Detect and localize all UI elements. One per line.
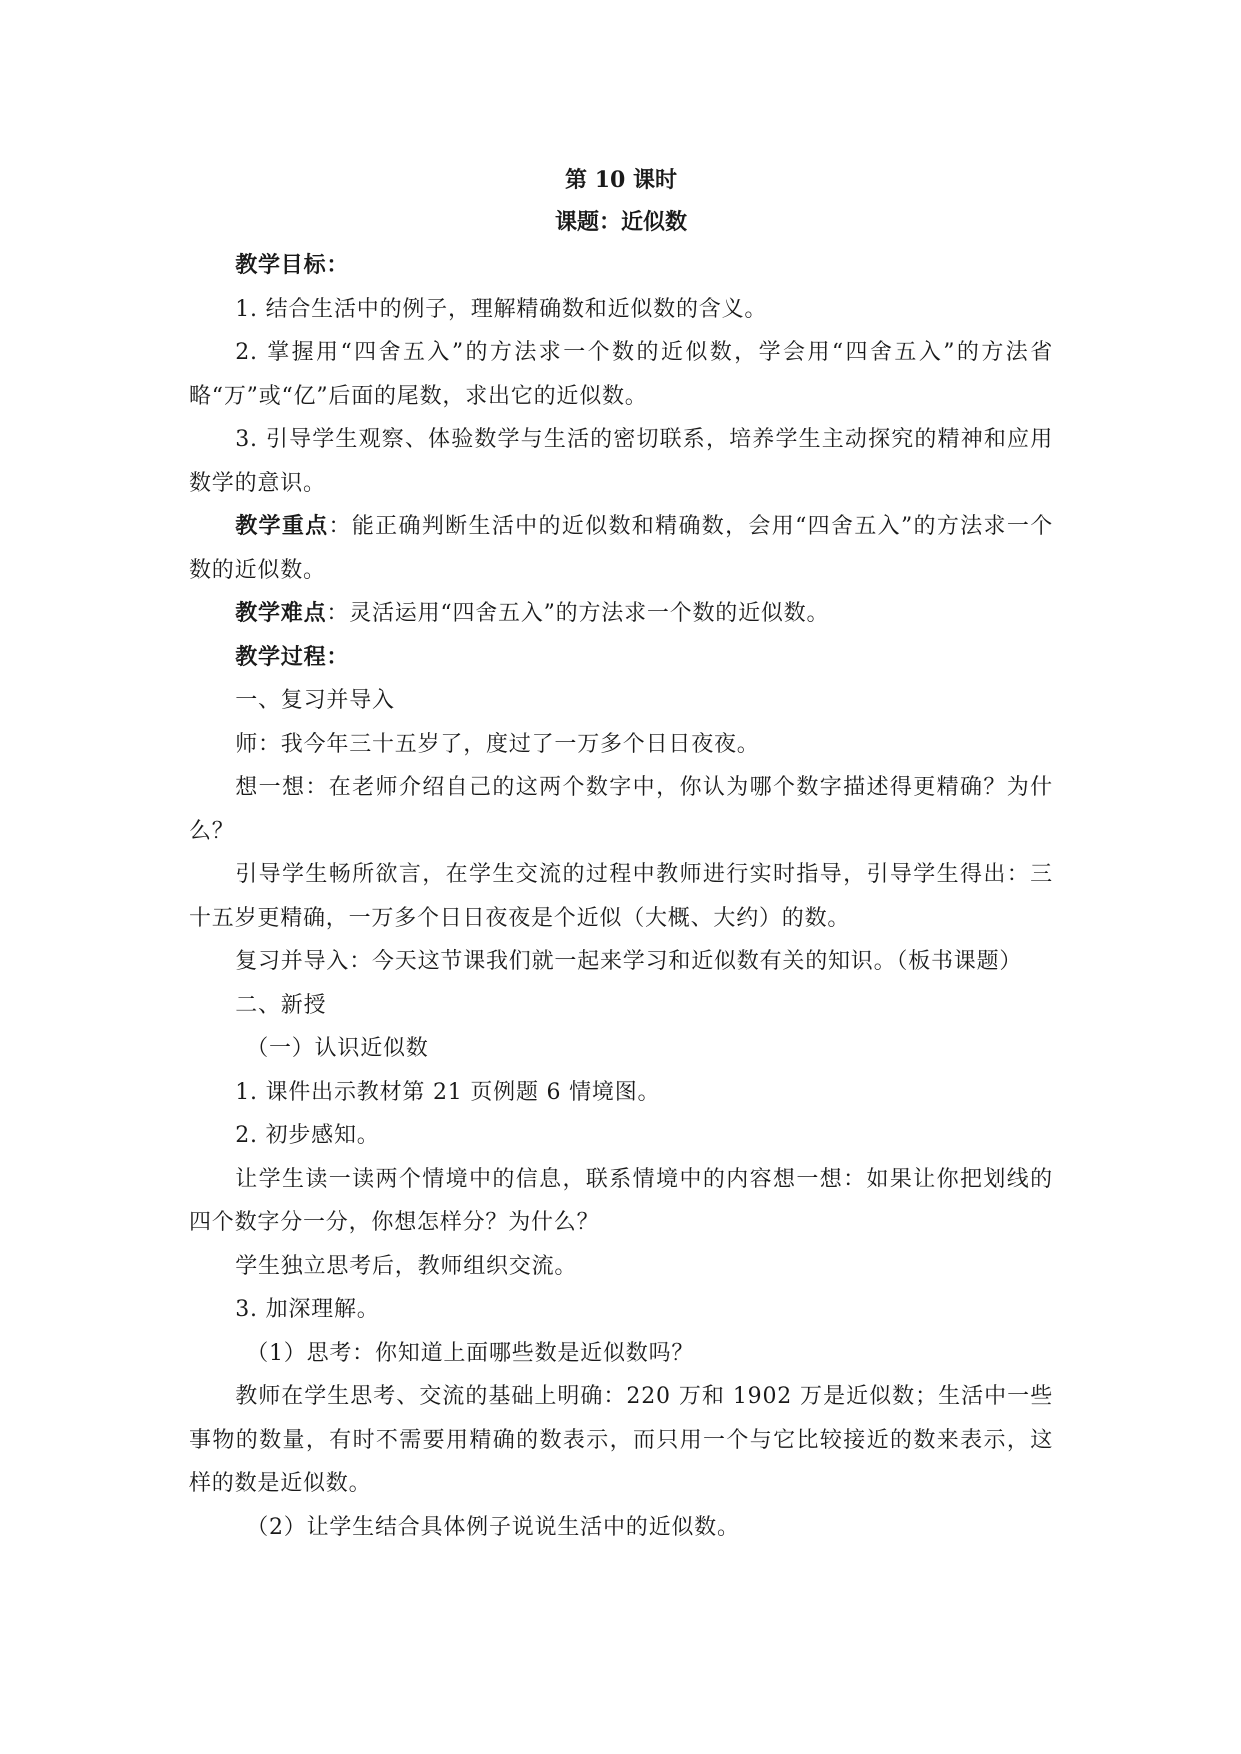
difficulty [189,592,1053,636]
process-paragraph: （一）认识近似数 [246,1036,429,1061]
process-paragraph: 让学生读一读两个情境中的信息，联系情境中的内容想一想：如果让你把划线的四个数字分一分，你想怎样分？为什么？ [189,1166,1053,1235]
objective-item: 1. 结合生活中的例子，理解精确数和近似数的含义。 [235,296,768,322]
objective-item: 2. 掌握用“四舍五入”的方法求一个数的近似数，学会用“四舍五入”的方法省略“万”或“亿”后面的尾数，求出它的近似数。 [189,340,1053,409]
process-paragraph: 2. 初步感知。 [235,1123,380,1148]
key-point-label: 教学重点 [235,513,329,539]
lesson-number: 第 10 课时 [565,167,677,193]
difficulty-text: ：灵活运用“四舍五入”的方法求一个数的近似数。 [326,601,830,626]
process-paragraph: 师：我今年三十五岁了，度过了一万多个日日夜夜。 [235,731,760,757]
process-paragraph: 引导学生畅所欲言，在学生交流的过程中教师进行实时指导，引导学生得出：三十五岁更精确，一万多个日日夜夜是个近似（大概、大约）的数。 [189,862,1053,931]
document-page [189,160,1053,1549]
process-paragraph: 教师在学生思考、交流的基础上明确：220 万和 1902 万是近似数；生活中一些事物的数量，有时不需要用精确的数表示，而只用一个与它比较接近的数来表示，这样的数是近似数。 [189,1384,1053,1496]
process-paragraph: 二、新授 [235,992,327,1018]
process-paragraph: （2）让学生结合具体例子说说生活中的近似数。 [246,1514,740,1540]
process-paragraph: 一、复习并导入 [235,688,395,713]
process-paragraph: 3. 加深理解。 [235,1297,380,1322]
process-paragraph: 复习并导入：今天这节课我们就一起来学习和近似数有关的知识。（板书课题） [235,949,1023,974]
objective-item: 3. 引导学生观察、体验数学与生活的密切联系，培养学生主动探究的精神和应用数学的意识。 [189,427,1053,496]
key-point-text: ：能正确判断生活中的近似数和精确数，会用“四舍五入”的方法求一个数的近似数。 [189,514,1053,583]
lesson-title: 课题：近似数 [554,209,687,235]
process-paragraph: 1. 课件出示教材第 21 页例题 6 情境图。 [235,1079,661,1105]
process-paragraph: 想一想：在老师介绍自己的这两个数字中，你认为哪个数字描述得更精确？为什么？ [189,775,1053,844]
difficulty-label: 教学难点 [235,600,327,626]
process-heading: 教学过程： [235,643,350,670]
objectives-heading: 教学目标： [235,252,350,278]
process-paragraph: （1）思考：你知道上面哪些数是近似数吗？ [246,1340,695,1366]
process-paragraph: 学生独立思考后，教师组织交流。 [235,1253,578,1279]
key-point [189,505,1053,592]
